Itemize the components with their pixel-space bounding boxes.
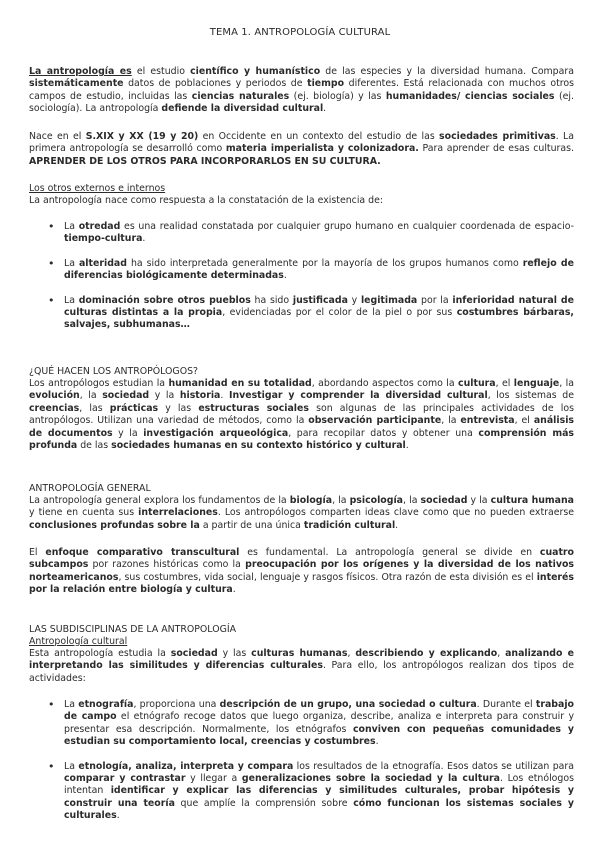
text-run: (ej. sociología). La antropología — [29, 90, 574, 115]
text-run: el etnógrafo recoge datos que luego organiza, describe, analiza e interpreta para construir y presentar esa descripción. Normalmente, los etnógrafos — [64, 711, 575, 735]
text-run: , para recopilar datos y obtener una — [288, 427, 479, 439]
text-run: , la — [441, 415, 461, 427]
que-hacen-paragraph — [29, 378, 574, 452]
text-run: , la — [403, 495, 421, 506]
bold-text: generalizaciones sobre la sociedad y la cultura — [241, 773, 500, 785]
text-run: y la — [467, 495, 491, 506]
general-paragraph-2 — [29, 547, 574, 597]
text-run: . La primera antropología se desarrolló como — [29, 131, 574, 155]
general-paragraph-1 — [29, 495, 574, 532]
bold-text: evolución — [29, 390, 80, 402]
text-run: es fundamental. La antropología general se divide en — [239, 547, 540, 558]
bold-text: cultura humana — [490, 495, 575, 506]
text-run: . — [405, 440, 409, 452]
otros-list — [29, 221, 574, 332]
bold-text: identificar y explicar las diferencias y similitudes culturales, probar hipótesis y construir una teoría — [64, 785, 574, 809]
bold-text: sociedad — [102, 390, 150, 402]
bold-text: etnología, analiza, interpreta y compara — [78, 760, 294, 772]
subdisciplinas-paragraph — [29, 648, 574, 685]
bold-text: sistemáticamente — [29, 78, 124, 90]
bold-text: investigación arqueológica — [143, 427, 289, 439]
bold-text: analizando e interpretando las similitudes y diferencias culturales — [29, 648, 574, 672]
bold-text: conclusiones profundas sobre la — [29, 519, 200, 531]
bold-text: Investigar y comprender la diversidad cultural — [228, 390, 488, 402]
text-run: en Occidente en un contexto del estudio de las — [198, 131, 440, 142]
section-heading-otros: Los otros externos e internos — [29, 183, 166, 194]
text-run: , la — [79, 390, 103, 402]
text-run: , el — [495, 378, 514, 389]
underlined-term: La antropología es — [29, 66, 132, 77]
bold-text: estructuras sociales — [198, 402, 309, 414]
text-run: Los antropólogos estudian la — [29, 378, 169, 389]
bold-text: análisis de documentos — [29, 415, 574, 439]
bold-text: conviven con pequeñas comunidades y estudian su comportamiento local, creencias y costumbres — [64, 723, 574, 748]
text-run: . — [395, 519, 399, 531]
bold-text: legitimada — [360, 294, 418, 306]
text-run: Esta antropología estudia la — [29, 648, 171, 659]
bold-text: sociedades humanas en su contexto histórico y cultural — [111, 440, 406, 452]
text-run: de las — [77, 440, 112, 452]
text-run: el estudio — [131, 66, 191, 77]
text-run: La — [64, 221, 79, 232]
text-run: . — [283, 270, 287, 282]
text-run: . Los antropólogos comparten ideas clave como que no pueden extraerse — [217, 507, 575, 519]
bold-text: tradición cultural — [303, 519, 396, 531]
bold-text: creencias — [29, 402, 80, 414]
bold-text: sociedad — [420, 495, 468, 506]
text-run: . Los etnólogos intentan — [64, 773, 574, 797]
text-run: , el — [514, 415, 534, 427]
bold-text: justificada — [292, 294, 348, 306]
bold-text: comprensión más profunda — [29, 427, 574, 452]
text-run: diferentes. Está relacionada con muchos otros campos de estudio, incluidas las — [29, 78, 575, 102]
bold-text: prácticas — [109, 402, 159, 414]
bold-text: defiende la diversidad cultural — [161, 103, 324, 115]
text-run: ha sido — [250, 294, 293, 306]
text-run: , abordando aspectos como la — [311, 378, 459, 389]
bold-text: APRENDER DE LOS OTROS PARA INCORPORARLOS EN SU CULTURA. — [29, 155, 381, 167]
bold-text: lenguaje — [513, 378, 560, 389]
text-run: , la — [332, 495, 350, 506]
text-run: , proporciona una — [133, 699, 220, 710]
list-item — [29, 258, 574, 283]
list-item — [29, 221, 574, 246]
bold-text: preocupación por los orígenes y la diversidad de los nativos norteamericanos — [29, 559, 574, 583]
bold-text: científico y humanístico — [190, 66, 321, 77]
text-run: es una realidad constatada por cualquier grupo humano en cualquier coordenada de espacio- — [120, 221, 574, 232]
text-run: que amplíe la comprensión sobre — [174, 797, 354, 809]
subheading-antropologia-cultural: Antropología cultural — [29, 636, 128, 647]
section-heading-general: ANTROPOLOGÍA GENERAL — [29, 483, 151, 494]
text-run: La — [64, 760, 79, 772]
text-run: . — [323, 103, 327, 115]
bold-text: tiempo-cultura — [64, 233, 143, 245]
text-run: La — [64, 699, 79, 710]
bold-text: reflejo de diferencias biológicamente determinadas — [64, 257, 575, 282]
text-run: , la — [559, 378, 575, 389]
text-run: y tiene en cuenta sus — [29, 507, 139, 519]
bold-text: psicología — [349, 495, 404, 506]
section-heading-que-hacen: ¿QUÉ HACEN LOS ANTROPÓLOGOS? — [29, 366, 198, 377]
text-run: , evidenciadas por el color de la piel o por sus — [222, 307, 457, 319]
text-run: , sus costumbres, vida social, lenguaje y rasgos físicos. Otra razón de esta división es el — [118, 571, 537, 583]
text-run: por la — [417, 294, 453, 306]
text-run: . Durante el — [476, 699, 536, 710]
text-run: a partir de una única — [199, 519, 304, 531]
bold-text: comparar y contrastar — [64, 773, 186, 785]
bold-text: inferioridad natural de culturas distintas a la propia — [64, 294, 574, 319]
bold-text: sociedad — [170, 648, 218, 659]
text-run: La antropología general explora los fundamentos de la — [29, 495, 290, 506]
text-run: , — [347, 648, 356, 659]
bold-text: culturas humanas — [251, 648, 348, 659]
bold-text: observación participante — [308, 415, 442, 427]
actividades-list — [29, 699, 574, 823]
text-run: ha sido interpretada generalmente por la mayoría de los grupos humanos como — [126, 257, 523, 269]
text-run: , los sistemas de — [487, 390, 575, 402]
text-run: El — [29, 547, 46, 558]
text-run: (ej. biología) y las — [289, 90, 386, 102]
bold-text: otredad — [78, 221, 121, 232]
bold-text: S.XIX y XX (19 y 20) — [85, 131, 199, 142]
origin-paragraph — [29, 131, 574, 168]
text-run: y — [347, 294, 361, 306]
bold-text: cultura — [458, 378, 496, 389]
text-run: y la — [112, 427, 144, 439]
text-run: Nace en el — [29, 131, 86, 142]
bold-text: historia — [179, 390, 221, 402]
bold-text: humanidades/ ciencias sociales — [385, 90, 555, 102]
text-run: . — [220, 390, 229, 402]
bold-text: etnografía — [78, 699, 134, 710]
text-run: los resultados de la etnografía. Esos datos se utilizan para — [293, 760, 574, 772]
list-item — [29, 295, 574, 332]
text-run: La — [64, 257, 79, 269]
text-run: . — [375, 736, 379, 748]
intro-paragraph — [29, 66, 574, 116]
bold-text: dominación sobre otros pueblos — [78, 294, 251, 306]
text-run: son algunas de las principales actividades de los antropólogos. Utilizan una variedad de métodos, como la — [29, 402, 574, 427]
bold-text: interrelaciones — [138, 507, 218, 519]
bold-text: interés por la relación entre biología y cultura — [29, 571, 574, 596]
section-heading-subdisciplinas: LAS SUBDISCIPLINAS DE LA ANTROPOLOGÍA — [29, 624, 237, 635]
text-run: , las — [79, 402, 110, 414]
bold-text: enfoque comparativo transcultural — [45, 547, 240, 558]
text-run: Para aprender de esas culturas. — [418, 143, 574, 155]
text-run: y la — [149, 390, 180, 402]
bold-text: cómo funcionan los sistemas sociales y culturales — [64, 797, 574, 822]
text-run: de las especies y la diversidad humana. Compara — [320, 66, 574, 77]
text-run: y las — [217, 648, 252, 659]
bold-text: tiempo — [307, 78, 345, 90]
bold-text: costumbres bárbaras, salvajes, subhumanas… — [64, 307, 574, 331]
bold-text: descripción de un grupo, una sociedad o cultura — [219, 699, 477, 710]
bold-text: materia imperialista y colonizadora. — [225, 143, 419, 155]
otros-lead: La antropología nace como respuesta a la constatación de la existencia de: — [29, 195, 384, 206]
bold-text: cuatro subcampos — [29, 547, 574, 571]
list-item — [29, 761, 574, 823]
text-run: por razones históricas como la — [88, 559, 246, 571]
bold-text: biología — [289, 495, 333, 506]
bold-text: describiendo y explicando — [355, 648, 498, 659]
bold-text: sociedades primitivas — [439, 131, 556, 142]
text-run: . — [116, 810, 120, 822]
text-run: y llegar a — [185, 773, 242, 785]
text-run: , — [497, 648, 506, 659]
text-run: datos de poblaciones y periodos de — [123, 78, 308, 90]
bold-text: humanidad en su totalidad — [168, 378, 312, 389]
text-run: y las — [158, 402, 199, 414]
bold-text: ciencias naturales — [191, 90, 290, 102]
document-title: TEMA 1. ANTROPOLOGÍA CULTURAL — [209, 27, 391, 38]
bold-text: trabajo de campo — [64, 699, 574, 723]
text-run: La — [64, 294, 79, 306]
text-run: . — [142, 233, 146, 245]
list-item — [29, 699, 574, 749]
text-run: . — [232, 584, 236, 596]
bold-text: entrevista — [460, 415, 515, 427]
bold-text: alteridad — [78, 257, 127, 269]
text-run: . Para ello, los antropólogos realizan dos tipos de actividades: — [29, 660, 574, 684]
